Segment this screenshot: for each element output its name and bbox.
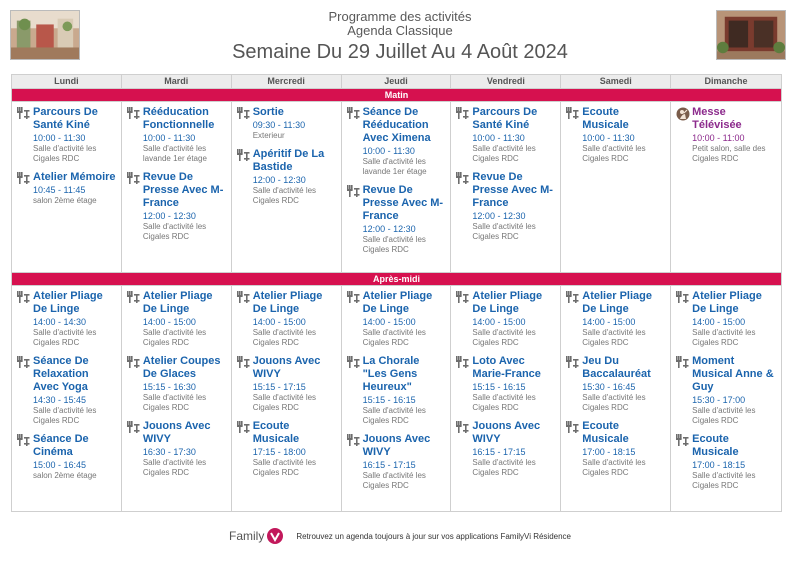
activity-place: Petit salon, salle des Cigales RDC	[692, 144, 766, 163]
activity-entry[interactable]	[17, 106, 117, 164]
activity-entry[interactable]	[237, 106, 337, 141]
activity-icon	[17, 355, 33, 426]
agenda-type: Agenda Classique	[347, 23, 453, 38]
activity-entry[interactable]	[456, 290, 556, 348]
activity-entry[interactable]	[17, 433, 117, 481]
activity-place: Salle d'activité les Cigales RDC	[252, 328, 317, 347]
activity-entry[interactable]	[17, 171, 117, 206]
activity-place: Salle d'activité les Cigales RDC	[33, 328, 97, 347]
day-header-vendredi: Vendredi	[451, 75, 561, 88]
activity-icon	[17, 290, 33, 348]
activity-place: Salle d'activité les Cigales RDC	[472, 144, 536, 163]
activity-icon	[676, 355, 692, 426]
activity-icon	[237, 290, 253, 348]
activity-entry[interactable]	[676, 290, 777, 348]
activity-name: Ecoute Musicale	[252, 420, 300, 445]
activity-details	[143, 420, 227, 478]
morning-row	[12, 102, 781, 273]
activity-details	[143, 355, 227, 413]
activity-name: Atelier Coupes De Glaces	[142, 355, 221, 380]
activity-time: 12:00 - 12:30	[252, 175, 306, 185]
activity-details	[582, 106, 666, 164]
activity-name: Parcours De Santé Kiné	[33, 106, 98, 131]
activity-place: Salle d'activité les Cigales RDC	[692, 471, 756, 490]
activity-icon	[566, 290, 582, 348]
activity-time: 14:00 - 14:30	[33, 317, 87, 327]
activity-place: Salle d'activité les Cigales RDC	[252, 393, 317, 412]
activity-details	[472, 106, 556, 164]
activity-entry[interactable]	[127, 171, 227, 242]
activity-entry[interactable]	[347, 290, 447, 348]
activity-entry[interactable]	[456, 355, 556, 413]
activity-time: 10:45 - 11:45	[33, 185, 86, 195]
activity-entry[interactable]	[127, 106, 227, 164]
activity-details	[33, 106, 117, 164]
activity-name: Revue De Presse Avec M-France	[472, 171, 553, 209]
activity-details	[33, 290, 117, 348]
activity-time: 15:30 - 17:00	[692, 395, 746, 405]
activity-place: Salle d'activité les Cigales RDC	[362, 235, 426, 254]
period-band-afternoon: Après-midi	[12, 273, 781, 286]
activity-entry[interactable]	[17, 355, 117, 426]
activity-icon	[456, 355, 472, 413]
activity-name: Rééducation Fonctionnelle	[142, 106, 215, 131]
activity-details	[33, 171, 117, 206]
activity-name: Jeu Du Baccalauréat	[582, 355, 651, 380]
activity-time: 14:00 - 15:00	[362, 317, 416, 327]
activity-name: Moment Musical Anne & Guy	[692, 355, 774, 393]
activity-place: Salle d'activité les Cigales RDC	[33, 406, 97, 425]
activity-time: 17:00 - 18:15	[692, 460, 746, 470]
day-cell-5	[561, 286, 671, 511]
day-cell-6	[671, 102, 781, 272]
activity-entry[interactable]	[237, 148, 337, 206]
activity-name: Séance De Rééducation Avec Ximena	[362, 106, 431, 144]
activity-name: Revue De Presse Avec M-France	[362, 184, 444, 222]
day-cell-5	[561, 102, 671, 272]
activity-place: Salle d'activité les lavande 1er étage	[142, 144, 207, 163]
activity-place: Salle d'activité les Cigales RDC	[472, 222, 536, 241]
activity-name: Atelier Pliage De Linge	[252, 290, 323, 315]
activity-name: Atelier Pliage De Linge	[472, 290, 543, 315]
day-header-dimanche: Dimanche	[704, 76, 748, 86]
activity-name: Ecoute Musicale	[692, 433, 739, 458]
activity-icon	[17, 106, 33, 164]
activity-icon	[127, 171, 143, 242]
activity-entry[interactable]	[347, 184, 447, 255]
activity-icon	[237, 420, 253, 478]
activity-entry[interactable]	[566, 420, 666, 478]
activity-time: 14:00 - 15:00	[142, 317, 196, 327]
activity-name: Apéritif De La Bastide	[252, 148, 325, 173]
activity-details	[472, 420, 556, 478]
activity-entry[interactable]	[456, 171, 556, 242]
period-band-morning: Matin	[12, 89, 781, 102]
activity-name: Atelier Pliage De Linge	[582, 290, 652, 315]
page-footer	[0, 527, 800, 545]
activity-name: Revue De Presse Avec M-France	[142, 171, 224, 209]
activity-place: Salle d'activité les Cigales RDC	[252, 458, 317, 477]
footer-note: Retrouvez un agenda toujours à jour sur vos applications FamilyVi Résidence	[296, 531, 571, 541]
activity-name: Séance De Relaxation Avec Yoga	[33, 355, 89, 393]
activity-place: Salle d'activité les Cigales RDC	[142, 458, 207, 477]
activity-entry[interactable]	[676, 106, 777, 164]
day-header-jeudi: Jeudi	[342, 75, 452, 88]
activity-details	[33, 355, 117, 426]
activity-time: 14:30 - 15:45	[33, 395, 87, 405]
activity-icon	[17, 171, 33, 206]
activity-details	[33, 433, 117, 481]
familyvi-logo	[229, 527, 284, 545]
day-cell-0	[12, 102, 122, 272]
activity-details	[692, 355, 777, 426]
activity-time: 15:00 - 16:45	[33, 460, 87, 470]
activity-details	[363, 290, 447, 348]
activity-time: 16:30 - 17:30	[142, 447, 196, 457]
activity-place: Salle d'activité les Cigales RDC	[582, 144, 646, 163]
activity-place: Salle d'activité les Cigales RDC	[582, 328, 646, 347]
day-cell-3	[342, 102, 452, 272]
week-title: Semaine Du 29 Juillet Au 4 Août 2024	[232, 41, 568, 63]
activity-time: 14:00 - 15:00	[252, 317, 306, 327]
activity-details	[692, 106, 777, 164]
activity-details	[472, 355, 556, 413]
activity-place: Salle d'activité les Cigales RDC	[472, 328, 536, 347]
weekly-calendar	[11, 74, 782, 512]
activity-icon	[347, 290, 363, 348]
activity-details	[363, 433, 447, 491]
activity-icon	[237, 106, 253, 141]
activity-time: 14:00 - 15:00	[692, 317, 746, 327]
familyvi-logo-icon	[266, 527, 284, 545]
activity-time: 15:15 - 16:15	[472, 382, 526, 392]
activity-icon	[456, 290, 472, 348]
activity-name: La Chorale "Les Gens Heureux"	[362, 355, 420, 393]
activity-name: Messe Télévisée	[692, 106, 742, 131]
activity-place: Salle d'activité les Cigales RDC	[692, 406, 756, 425]
activity-details	[253, 290, 337, 348]
activity-icon	[347, 433, 363, 491]
activity-entry[interactable]	[566, 355, 666, 413]
activity-time: 16:15 - 17:15	[362, 460, 416, 470]
activity-details	[472, 290, 556, 348]
activity-place: Salle d'activité les Cigales RDC	[362, 406, 426, 425]
activity-details	[253, 355, 337, 413]
activity-place: Salle d'activité les Cigales RDC	[142, 222, 207, 241]
day-cell-6	[671, 286, 781, 511]
activity-place: Salle d'activité les lavande 1er étage	[362, 157, 427, 176]
activity-details	[692, 433, 777, 491]
activity-name: Atelier Pliage De Linge	[33, 290, 103, 315]
activity-details	[472, 171, 556, 242]
activity-name: Jouons Avec WIVY	[362, 433, 431, 458]
activity-details	[253, 106, 337, 141]
activity-name: Atelier Pliage De Linge	[692, 290, 762, 315]
activity-name: Ecoute Musicale	[582, 106, 629, 131]
activity-icon	[566, 420, 582, 478]
activity-place: Salle d'activité les Cigales RDC	[142, 393, 207, 412]
activity-details	[363, 106, 447, 177]
page-header	[0, 10, 800, 64]
activity-entry[interactable]	[456, 106, 556, 164]
day-cell-0	[12, 286, 122, 511]
activity-icon	[566, 106, 582, 164]
activity-time: 14:00 - 15:00	[582, 317, 636, 327]
activity-icon	[17, 433, 33, 481]
activity-details	[692, 290, 777, 348]
activity-time: 12:00 - 12:30	[472, 211, 526, 221]
activity-entry[interactable]	[566, 290, 666, 348]
activity-time: 15:15 - 17:15	[252, 382, 306, 392]
activity-place: Salle d'activité les Cigales RDC	[362, 471, 426, 490]
activity-name: Loto Avec Marie-France	[472, 355, 541, 380]
activity-details	[582, 355, 666, 413]
activity-icon	[127, 290, 143, 348]
activity-entry[interactable]	[566, 106, 666, 164]
day-cell-2	[232, 102, 342, 272]
activity-entry[interactable]	[237, 290, 337, 348]
activity-place: Salle d'activité les Cigales RDC	[472, 393, 536, 412]
activity-place: Salle d'activité les Cigales RDC	[362, 328, 426, 347]
activity-entry[interactable]	[676, 355, 777, 426]
activity-time: 15:30 - 16:45	[582, 382, 636, 392]
activity-time: 10:00 - 11:30	[142, 133, 196, 143]
activity-icon	[456, 420, 472, 478]
activity-place: Salle d'activité les Cigales RDC	[33, 144, 97, 163]
activity-time: 17:15 - 18:00	[252, 447, 306, 457]
day-cell-4	[451, 286, 561, 511]
activity-place: Salle d'activité les Cigales RDC	[582, 458, 646, 477]
activity-icon	[676, 433, 692, 491]
activity-details	[253, 148, 337, 206]
activity-time: 15:15 - 16:15	[362, 395, 416, 405]
activity-details	[143, 290, 227, 348]
afternoon-row	[12, 286, 781, 511]
activity-icon	[456, 171, 472, 242]
activity-icon	[237, 355, 253, 413]
day-cell-1	[122, 102, 232, 272]
activity-entry[interactable]	[347, 106, 447, 177]
day-cell-3	[342, 286, 452, 511]
activity-name: Jouons Avec WIVY	[142, 420, 211, 445]
activity-entry[interactable]	[676, 433, 777, 491]
activity-time: 12:00 - 12:30	[142, 211, 196, 221]
activity-place: salon 2ème étage	[33, 196, 97, 205]
activity-name: Jouons Avec WIVY	[472, 420, 541, 445]
activity-details	[253, 420, 337, 478]
activity-details	[363, 184, 447, 255]
activity-time: 12:00 - 12:30	[362, 224, 416, 234]
activity-time: 10:00 - 11:30	[582, 133, 635, 143]
activity-entry[interactable]	[347, 355, 447, 426]
activity-place: Salle d'activité les Cigales RDC	[252, 186, 317, 205]
day-header-row	[12, 75, 781, 89]
activity-icon	[127, 420, 143, 478]
praying-icon	[676, 106, 692, 164]
activity-name: Jouons Avec WIVY	[252, 355, 321, 380]
activity-details	[143, 171, 227, 242]
day-header-mardi: Mardi	[122, 75, 232, 88]
activity-time: 15:15 - 16:30	[142, 382, 196, 392]
day-cell-2	[232, 286, 342, 511]
activity-name: Sortie	[252, 106, 284, 118]
activity-time: 16:15 - 17:15	[472, 447, 526, 457]
activity-entry[interactable]	[237, 355, 337, 413]
activity-time: 14:00 - 15:00	[472, 317, 526, 327]
activity-entry[interactable]	[347, 433, 447, 491]
activity-place: Exterieur	[252, 131, 285, 140]
activity-name: Séance De Cinéma	[33, 433, 89, 458]
activity-name: Parcours De Santé Kiné	[472, 106, 538, 131]
activity-entry[interactable]	[237, 420, 337, 478]
day-cell-1	[122, 286, 232, 511]
day-header-samedi: Samedi	[561, 75, 671, 88]
activity-time: 09:30 - 11:30	[252, 120, 306, 130]
activity-icon	[347, 355, 363, 426]
activity-time: 17:00 - 18:15	[582, 447, 636, 457]
activity-name: Ecoute Musicale	[582, 420, 629, 445]
activity-entry[interactable]	[127, 355, 227, 413]
activity-time: 10:00 - 11:30	[472, 133, 525, 143]
activity-icon	[237, 148, 253, 206]
activity-time: 10:00 - 11:30	[362, 146, 415, 156]
activity-entry[interactable]	[456, 420, 556, 478]
activity-name: Atelier Mémoire	[33, 171, 116, 183]
activity-place: Salle d'activité les Cigales RDC	[692, 328, 756, 347]
activity-place: salon 2ème étage	[33, 471, 97, 480]
program-title: Programme des activités	[328, 9, 472, 24]
activity-icon	[566, 355, 582, 413]
day-header-mercredi: Mercredi	[232, 75, 342, 88]
activity-icon	[347, 184, 363, 255]
activity-details	[582, 290, 666, 348]
activity-details	[143, 106, 227, 164]
brand-name: Family	[228, 529, 265, 543]
activity-name: Atelier Pliage De Linge	[362, 290, 433, 315]
activity-time: 10:00 - 11:30	[33, 133, 86, 143]
activity-place: Salle d'activité les Cigales RDC	[582, 393, 646, 412]
activity-entry[interactable]	[17, 290, 117, 348]
activity-entry[interactable]	[127, 420, 227, 478]
activity-icon	[347, 106, 363, 177]
day-header-lundi: Lundi	[12, 75, 122, 88]
activity-name: Atelier Pliage De Linge	[142, 290, 213, 315]
activity-details	[363, 355, 447, 426]
activity-place: Salle d'activité les Cigales RDC	[142, 328, 207, 347]
activity-time: 10:00 - 11:00	[692, 133, 745, 143]
activity-icon	[127, 106, 143, 164]
activity-icon	[127, 355, 143, 413]
activity-place: Salle d'activité les Cigales RDC	[472, 458, 536, 477]
activity-icon	[456, 106, 472, 164]
activity-icon	[676, 290, 692, 348]
activity-details	[582, 420, 666, 478]
activity-entry[interactable]	[127, 290, 227, 348]
day-cell-4	[451, 102, 561, 272]
